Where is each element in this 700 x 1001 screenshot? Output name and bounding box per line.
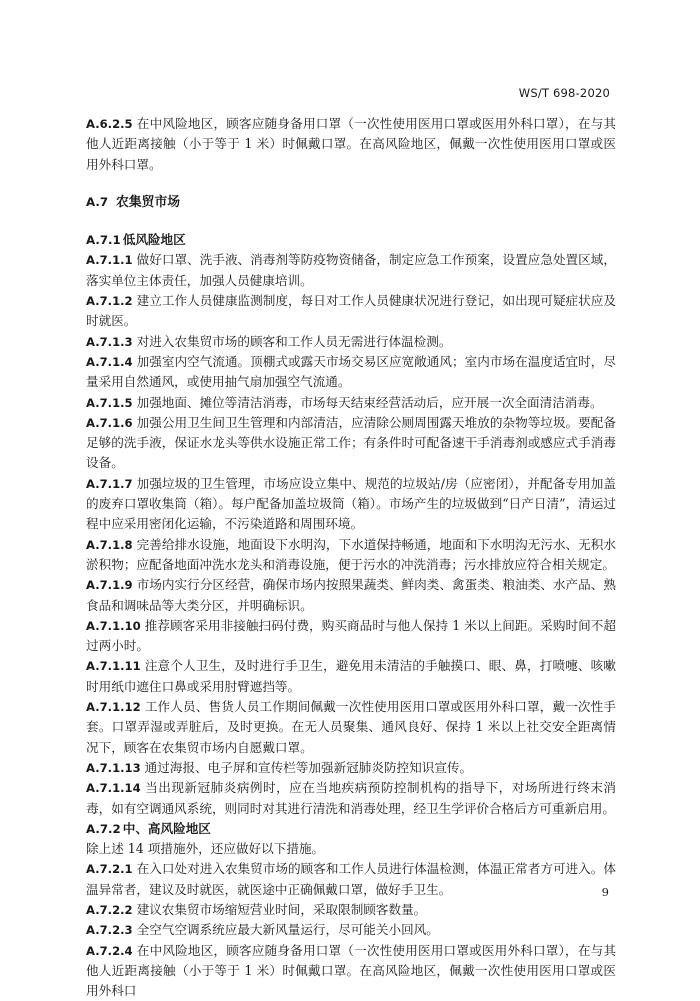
clause-number: A.7.1.5 (86, 395, 133, 410)
section-number: A.7.1 (86, 233, 121, 248)
clause-text: 在中风险地区，顾客应随身备用口罩（一次性使用医用口罩或医用外科口罩），在与其他人近距离接触（小于等于 1 米）时佩戴口罩。在高风险地区，佩戴一次性使用医用口罩或医用外科口罩。 (86, 116, 616, 172)
clause-number: A.7.1.3 (86, 334, 133, 349)
section-number: A.7.2 (86, 821, 121, 836)
clause-paragraph (86, 656, 616, 697)
clause-number: A.7.2.3 (86, 923, 133, 938)
clause-paragraph (86, 859, 616, 900)
clause-text: 通过海报、电子屏和宣传栏等加强新冠肺炎防控知识宣传。 (144, 759, 473, 775)
clause-number: A.7.1.13 (86, 760, 141, 775)
clause-text: 加强公用卫生间卫生管理和内部清洁，应清除公厕周围露天堆放的杂物等垃圾。要配备足够的洗手液，保证水龙头等供水设施正常工作；有条件时可配备速干手消毒剂或感应式手消毒设备。 (86, 414, 616, 471)
clause-text: 加强地面、摊位等清洁消毒，市场每天结束经营活动后，应开展一次全面清洁消毒。 (136, 394, 603, 410)
section-title: 中、高风险地区 (122, 820, 211, 836)
clause-paragraph (86, 575, 616, 616)
clause-number: A.7.1.12 (86, 700, 141, 715)
clause-paragraph (86, 778, 616, 819)
clause-text: 在中风险地区，顾客应随身备用口罩（一次性使用医用口罩或医用外科口罩），在与其他人近距离接触（小于等于 1 米）时佩戴口罩。在高风险地区，佩戴一次性使用医用口罩或医用外科口 (86, 942, 616, 999)
paragraph: 除上述 14 项措施外，还应做好以下措施。 (86, 841, 325, 857)
clause-paragraph (86, 250, 616, 291)
clause-number: A.7.1.8 (86, 537, 133, 552)
clause-number: A.7.1.4 (86, 354, 133, 369)
clause-text: 对进入农集贸市场的顾客和工作人员无需进行体温检测。 (136, 333, 452, 349)
clause-text: 工作人员、售货人员工作期间佩戴一次性使用医用口罩或医用外科口罩，戴一次性手套。口罩弄湿或弄脏后，及时更换。在无人员聚集、通风良好、保持 1 米以上社交安全距离情况下，顾客在农集贸市场内自愿戴口罩。 (86, 699, 616, 755)
section-heading (86, 230, 616, 250)
clause-text: 建立工作人员健康监测制度，每日对工作人员健康状况进行登记，如出现可疑症状应及时就医。 (86, 293, 616, 329)
standard-code: WS/T 698-2020 (518, 86, 610, 100)
clause-number: A.7.1.2 (86, 294, 133, 309)
clause-number: A.7.1.14 (86, 781, 141, 796)
chapter-title: 农集贸市场 (116, 194, 181, 210)
clause-text: 全空气空调系统应最大新风量运行，尽可能关小回风。 (136, 922, 439, 938)
clause-number: A.7.1.9 (86, 578, 133, 593)
clause-number: A.7.1.11 (86, 659, 141, 674)
section-heading (86, 819, 616, 839)
chapter-number: A.7 (86, 194, 109, 209)
clause-number: A.7.1.10 (86, 618, 141, 633)
clause-number: A.7.2.4 (86, 943, 133, 958)
clause-text: 加强室内空气流通。顶棚式或露天市场交易区应宽敞通风；室内市场在温度适宜时，尽量采用自然通风，或使用抽气扇加强空气流通。 (86, 353, 616, 390)
clause-paragraph (86, 332, 616, 352)
clause-text: 当出现新冠肺炎病例时，应在当地疾病预防控制机构的指导下，对场所进行终末消毒，如有空调通风系统，则同时对其进行清洗和消毒处理，经卫生学评价合格后方可重新启用。 (86, 780, 616, 816)
clause-text: 完善给排水设施，地面设下水明沟，下水道保持畅通，地面和下水明沟无污水、无积水淤积物；应配备地面冲洗水龙头和消毒设施，便于污水的冲洗消毒；污水排放应符合相关规定。 (86, 536, 616, 572)
clause-paragraph (86, 413, 616, 474)
clause-text: 注意个人卫生，及时进行手卫生，避免用未清洁的手触摸口、眼、鼻，打喷嚏、咳嗽时用纸巾遮住口鼻或采用肘臂遮挡等。 (86, 658, 616, 694)
clause-number: A.7.1.7 (86, 476, 133, 491)
clause-paragraph (86, 900, 616, 920)
clause-text: 推荐顾客采用非接触扫码付费，购买商品时与他人保持 1 米以上间距。采购时间不超过两小时。 (86, 617, 616, 654)
clause-number: A.7.2.2 (86, 902, 133, 917)
clause-number: A.7.2.1 (86, 862, 133, 877)
clause-paragraph (86, 616, 616, 657)
clause-number: A.6.2.5 (86, 117, 133, 131)
clause-number: A.7.1.1 (86, 253, 133, 268)
clause-paragraph (86, 291, 616, 332)
clause-paragraph (86, 114, 616, 175)
clause-text: 市场内实行分区经营，确保市场内按照果蔬类、鲜肉类、禽蛋类、粮油类、水产品、熟食品和调味品等大类分区，并明确标识。 (86, 577, 616, 613)
chapter-heading (86, 192, 616, 213)
clause-paragraph (86, 758, 616, 778)
clause-text: 做好口罩、洗手液、消毒剂等防疫物资储备，制定应急工作预案，设置应急处置区域，落实单位主体责任，加强人员健康培训。 (86, 252, 616, 288)
clause-paragraph (86, 352, 616, 393)
clause-number: A.7.1.6 (86, 415, 133, 430)
clause-paragraph (86, 941, 616, 1001)
clause-paragraph (86, 393, 616, 413)
clause-text: 在入口处对进入农集贸市场的顾客和工作人员进行体温检测，体温正常者方可进入。体温异常者，建议及时就医，就医途中正确佩戴口罩，做好手卫生。 (86, 861, 616, 897)
clause-paragraph (86, 474, 616, 535)
clause-text: 建议农集贸市场缩短营业时间，采取限制顾客数量。 (136, 901, 427, 917)
clause-text: 加强垃圾的卫生管理，市场应设立集中、规范的垃圾站/房（应密闭），并配备专用加盖的废弃口罩收集筒（箱）。每户配备加盖垃圾筒（箱）。市场产生的垃圾做到“日产日清”，清运过程中应采用密闭化运输，不污染道路和周围环境。 (86, 475, 616, 532)
clause-paragraph (86, 535, 616, 576)
section-title: 低风险地区 (122, 232, 186, 248)
document-body (86, 114, 616, 1001)
page-number: 9 (601, 885, 609, 899)
clause-paragraph (86, 697, 616, 758)
clause-paragraph (86, 920, 616, 940)
